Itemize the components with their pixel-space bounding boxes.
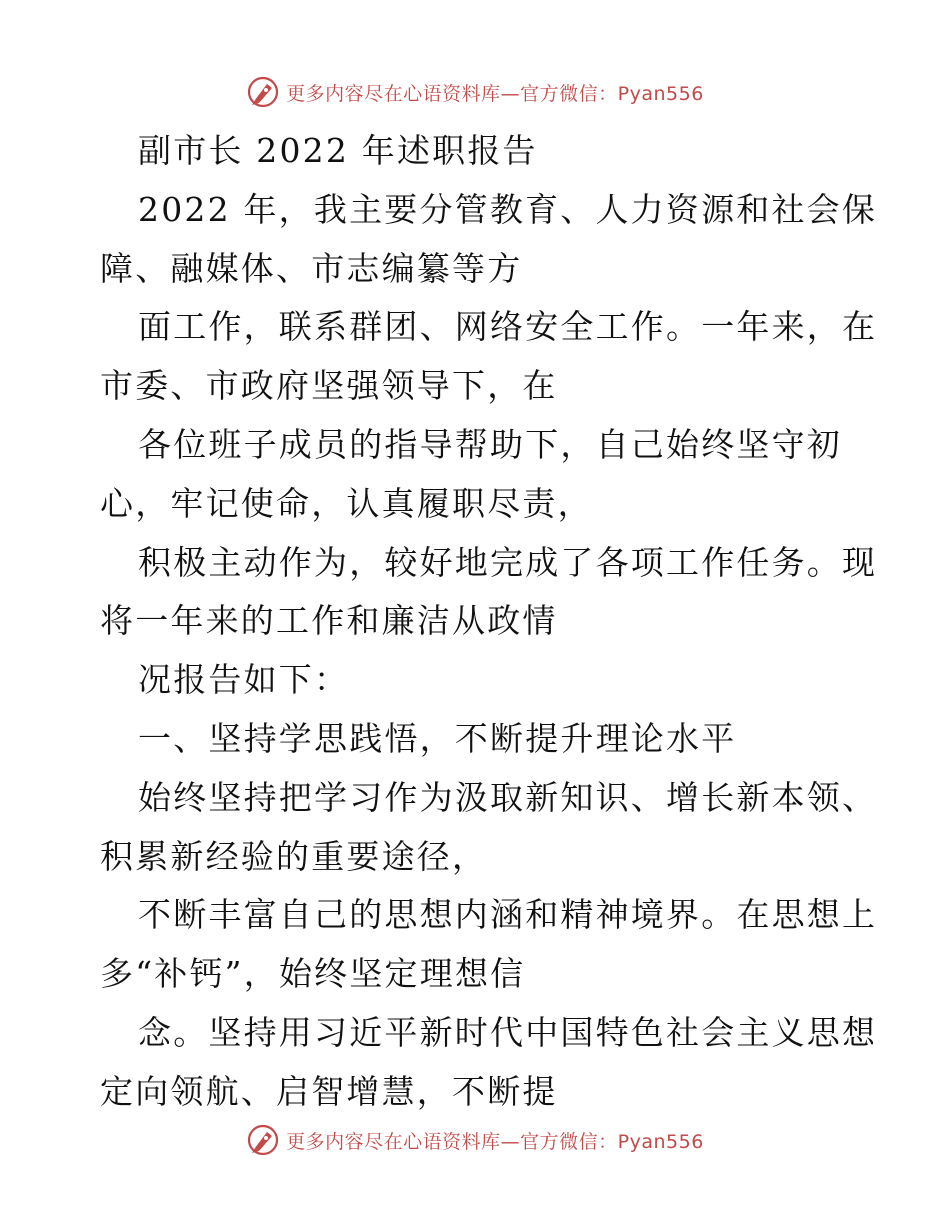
document-line: 况报告如下： — [138, 660, 350, 700]
document-line: 始终坚持把学习作为汲取新知识、增长新本领、 — [138, 777, 878, 817]
document-line: 市委、市政府坚强领导下，在 — [100, 366, 558, 406]
document-title: 副市长 2022 年述职报告 — [138, 131, 538, 170]
watermark-top-text: 更多内容尽在心语资料库—官方微信：Pyan556 — [286, 82, 704, 105]
document-line: 各位班子成员的指导帮助下，自己始终坚守初 — [138, 424, 842, 464]
document-line: 2022 年，我主要分管教育、人力资源和社会保 — [138, 189, 878, 229]
document-line: 将一年来的工作和廉洁从政情 — [100, 601, 558, 641]
watermark-bottom — [0, 1120, 950, 1160]
document-line: 积累新经验的重要途径， — [100, 836, 488, 876]
watermark-bottom-text: 更多内容尽在心语资料库—官方微信：Pyan556 — [286, 1130, 704, 1153]
document-line: 障、融媒体、市志编纂等方 — [100, 248, 523, 288]
document-body — [100, 122, 878, 1122]
document-line: 面工作，联系群团、网络安全工作。一年来，在 — [138, 307, 878, 347]
document-line: 多“补钙”，始终坚定理想信 — [100, 954, 526, 994]
document-line: 心，牢记使命，认真履职尽责， — [100, 483, 593, 523]
document-line: 定向领航、启智增慧，不断提 — [100, 1071, 558, 1111]
document-line: 念。坚持用习近平新时代中国特色社会主义思想 — [138, 1012, 878, 1052]
pen-nib-logo-icon — [246, 1123, 280, 1157]
watermark-top — [0, 72, 950, 112]
document-line: 一、坚持学思践悟，不断提升理论水平 — [138, 718, 737, 758]
document-line: 积极主动作为，较好地完成了各项工作任务。现 — [138, 542, 878, 582]
document-line: 不断丰富自己的思想内涵和精神境界。在思想上 — [138, 895, 878, 935]
pen-nib-logo-icon — [246, 75, 280, 109]
